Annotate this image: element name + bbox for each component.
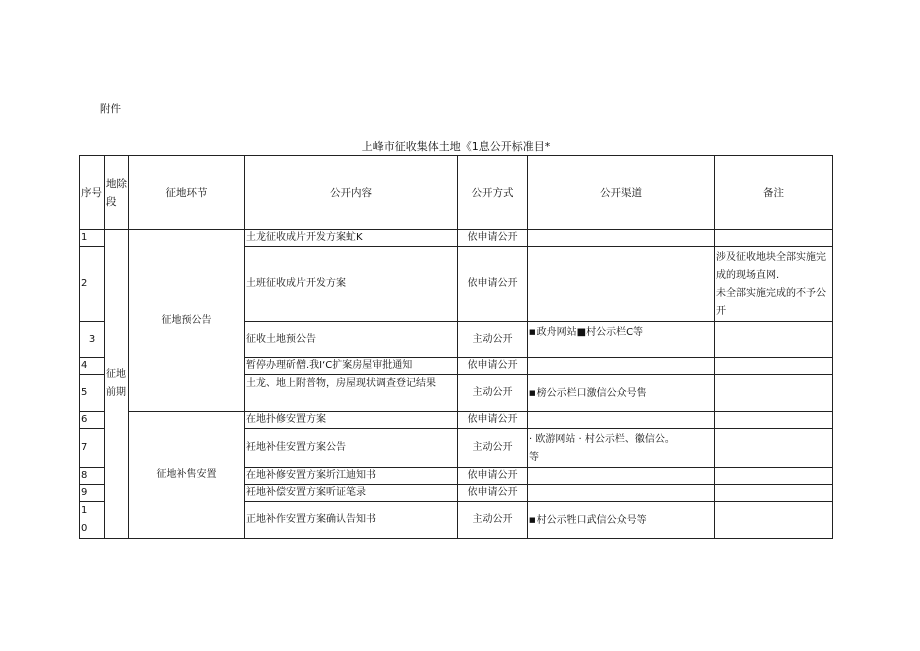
header-seq: 序号 xyxy=(80,156,105,230)
row-method: 主动公开 xyxy=(458,429,528,468)
row-method: 主动公开 xyxy=(458,502,528,539)
row-no: 9 xyxy=(80,485,105,502)
row-no: 7 xyxy=(80,429,105,468)
row-no: 1 0 xyxy=(80,502,105,539)
header-method: 公开方式 xyxy=(458,156,528,230)
document-title: 上峰市征收集体土地《1息公开标准目* xyxy=(361,140,551,153)
row-content: 正地补作安置方案确认告知书 xyxy=(245,502,458,539)
row-remark xyxy=(715,485,833,502)
header-row xyxy=(80,156,833,230)
header-remark: 备注 xyxy=(715,156,833,230)
row-method: 主动公开 xyxy=(458,322,528,358)
row-remark xyxy=(715,358,833,375)
row-method: 依申请公开 xyxy=(458,358,528,375)
row-no: 2 xyxy=(80,247,105,322)
row-remark xyxy=(715,502,833,539)
row-method: 依申请公开 xyxy=(458,247,528,322)
row-remark xyxy=(715,429,833,468)
row-content: 土龙征收成片开发方案虻K xyxy=(245,230,458,247)
bullet-icon: ■ xyxy=(529,328,536,336)
bullet-icon: ■ xyxy=(529,515,536,524)
row-no: 5 xyxy=(80,375,105,412)
row-channel xyxy=(528,412,715,429)
header-content: 公开内容 xyxy=(245,156,458,230)
row-no: 6 xyxy=(80,412,105,429)
row-content: 暂停办理斫僧.我I‘C扩案房屋审批通知 xyxy=(245,358,458,375)
attachment-label: 附件 xyxy=(100,103,121,115)
disclosure-table xyxy=(79,155,833,539)
row-content: 衽地补佳安置方案公告 xyxy=(245,429,458,468)
step-pre-notice: 征地预公告 xyxy=(129,230,245,412)
step-compensation: 征地补售安置 xyxy=(129,412,245,539)
row-remark xyxy=(715,230,833,247)
row-no: 1 xyxy=(80,230,105,247)
table-row xyxy=(80,412,833,429)
row-channel xyxy=(528,485,715,502)
row-method: 依申请公开 xyxy=(458,485,528,502)
header-channel: 公开渠道 xyxy=(528,156,715,230)
row-channel xyxy=(528,230,715,247)
row-method: 依申请公开 xyxy=(458,412,528,429)
row-remark xyxy=(715,322,833,358)
row-remark xyxy=(715,375,833,412)
row-channel xyxy=(528,358,715,375)
row-content: 征收土地预公告 xyxy=(245,322,458,358)
row-channel: ■村公示牲口武信公众号等 xyxy=(528,502,715,539)
row-content: 衽地补偿安置方案听证笔录 xyxy=(245,485,458,502)
row-content: 土班征收成片开发方案 xyxy=(245,247,458,322)
row-remark xyxy=(715,412,833,429)
row-method: 主动公开 xyxy=(458,375,528,412)
row-channel xyxy=(528,468,715,485)
row-content: 在地补修安置方案圻江迪知书 xyxy=(245,468,458,485)
header-stage: 地除 段 xyxy=(105,156,129,230)
row-channel: ■榜公示栏口激信公众号售 xyxy=(528,375,715,412)
row-remark xyxy=(715,468,833,485)
row-no: 3 xyxy=(80,322,105,358)
table-row xyxy=(80,230,833,247)
bullet-icon: ■ xyxy=(529,388,536,397)
stage-cell: 征地 前期 xyxy=(105,230,129,539)
row-no: 8 xyxy=(80,468,105,485)
row-channel: · 欧游网站 · 村公示栏、徽信公。 等 xyxy=(528,429,715,468)
row-channel: ■政舟网站■村公示栏C等 xyxy=(528,322,715,358)
header-step: 征地环节 xyxy=(129,156,245,230)
row-method: 依申请公开 xyxy=(458,230,528,247)
row-method: 依申请公开 xyxy=(458,468,528,485)
row-channel xyxy=(528,247,715,322)
row-content: 土龙、地上附普物，房屋现状调查登记结果 xyxy=(245,375,458,412)
row-content: 在地扑修安置方案 xyxy=(245,412,458,429)
row-remark: 涉及征收地块全部实施完 成的现场直网. 未全部实施完成的不予公 开 xyxy=(715,247,833,322)
row-no: 4 xyxy=(80,358,105,375)
